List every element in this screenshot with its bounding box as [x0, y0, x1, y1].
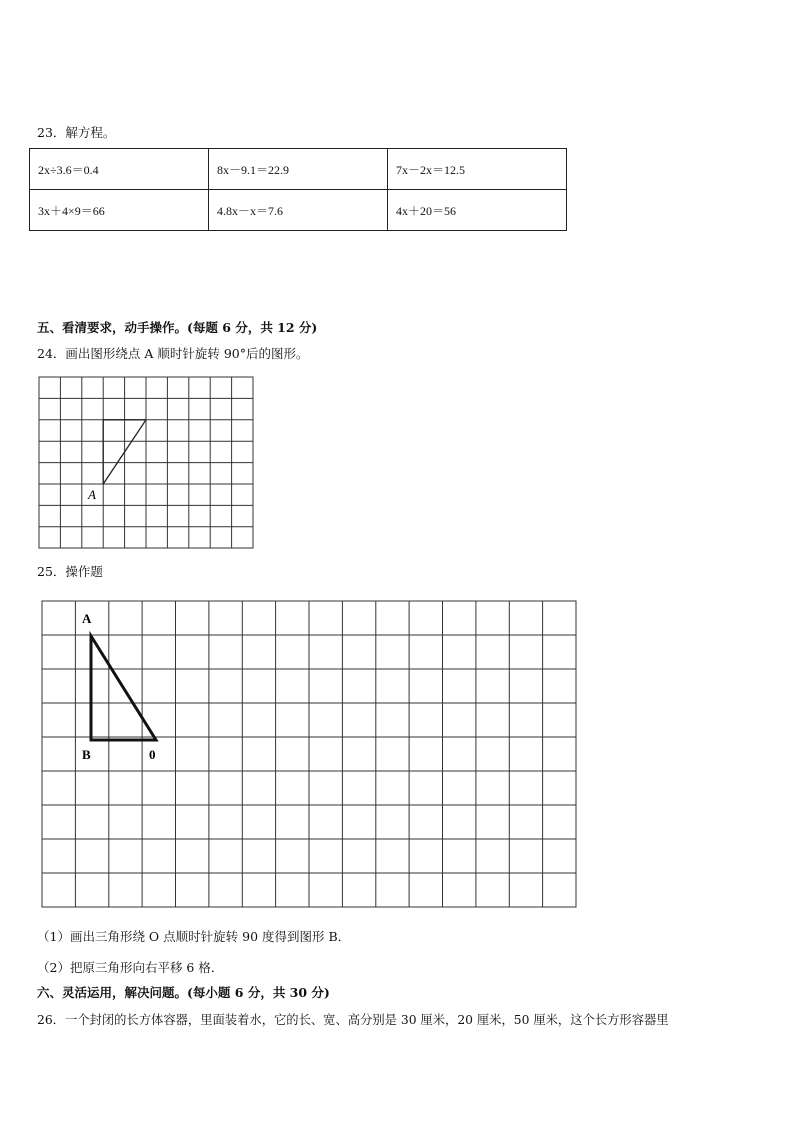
- point-a-label: A: [82, 611, 92, 626]
- equation-cell: 4x＋20＝56: [388, 190, 567, 231]
- equation-cell: 8x－9.1＝22.9: [209, 149, 388, 190]
- equation-table: [29, 148, 567, 231]
- equation-cell: 2x÷3.6＝0.4: [30, 149, 209, 190]
- q25-title: 25．操作题: [37, 564, 103, 579]
- q25-grid-figure: [40, 600, 580, 910]
- point-o-label: 0: [149, 747, 156, 762]
- table-row: [30, 149, 567, 190]
- equation-cell: 7x－2x＝12.5: [388, 149, 567, 190]
- section-5-heading: 五、看清要求，动手操作。(每题 6 分，共 12 分): [37, 320, 318, 335]
- point-a-label: A: [88, 487, 96, 502]
- q24-title: 24．画出图形绕点 A 顺时针旋转 90°后的图形。: [37, 346, 309, 361]
- table-row: [30, 190, 567, 231]
- equation-cell: 3x＋4×9＝66: [30, 190, 209, 231]
- equation-cell: 4.8x－x＝7.6: [209, 190, 388, 231]
- q25-grid: [42, 601, 576, 907]
- q25-triangle: [91, 636, 156, 740]
- q24-grid-figure: [38, 375, 256, 551]
- q25-sub1: （1）画出三角形绕 O 点顺时针旋转 90 度得到图形 B．: [37, 929, 351, 944]
- q24-grid: [39, 377, 253, 548]
- section-6-heading: 六、灵活运用，解决问题。(每小题 6 分，共 30 分): [37, 985, 330, 1000]
- point-b-label: B: [82, 747, 91, 762]
- q23-title: 23．解方程。: [37, 125, 116, 140]
- q26-text: 26．一个封闭的长方体容器，里面装着水，它的长、宽、高分别是 30 厘米，20 厘米，50 厘米，这个长方形容器里: [37, 1013, 669, 1027]
- q25-sub2: （2）把原三角形向右平移 6 格．: [37, 960, 224, 975]
